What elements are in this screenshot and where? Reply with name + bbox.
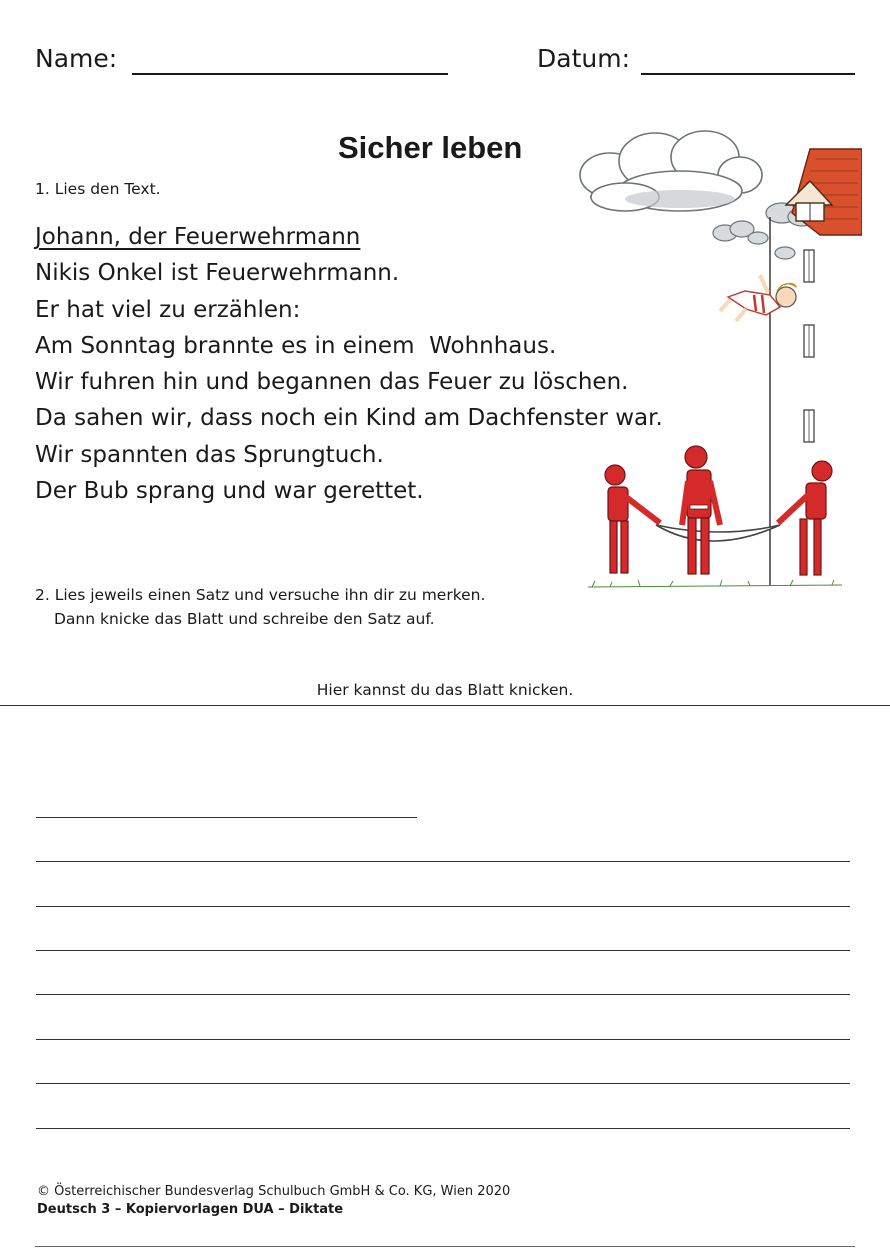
writing-line[interactable]: [36, 1083, 850, 1084]
copyright-text: © Österreichischer Bundesverlag Schulbuch GmbH & Co. KG, Wien 2020: [37, 1184, 511, 1199]
footer-divider: [35, 1246, 855, 1247]
fold-line: [0, 705, 890, 706]
date-input-line[interactable]: [641, 73, 855, 75]
story-line: Wir fuhren hin und begannen das Feuer zu löschen.: [35, 369, 629, 396]
writing-line[interactable]: [36, 994, 850, 995]
writing-line[interactable]: [36, 1128, 850, 1129]
story-line: Der Bub sprang und war gerettet.: [35, 478, 424, 505]
name-input-line[interactable]: [132, 73, 448, 75]
story-line: Er hat viel zu erzählen:: [35, 296, 301, 323]
task1-instruction: 1. Lies den Text.: [35, 180, 161, 198]
name-label: Name:: [35, 44, 118, 73]
writing-line[interactable]: [36, 906, 850, 907]
task2-line-2: Dann knicke das Blatt und schreibe den Satz auf.: [54, 610, 435, 628]
story-line: Wir spannten das Sprungtuch.: [35, 441, 384, 468]
writing-line[interactable]: [36, 861, 850, 862]
series-text: Deutsch 3 – Kopiervorlagen DUA – Diktate: [37, 1202, 344, 1217]
story-line: Nikis Onkel ist Feuerwehrmann.: [35, 260, 400, 287]
task2-line-1: 2. Lies jeweils einen Satz und versuche ihn dir zu merken.: [35, 586, 486, 604]
story-heading: Johann, der Feuerwehrmann: [35, 224, 361, 250]
story-line: Da sahen wir, dass noch ein Kind am Dachfenster war.: [35, 405, 663, 432]
writing-line[interactable]: [36, 1039, 850, 1040]
grass-illustration: [588, 580, 842, 587]
firefighters-illustration: [605, 446, 832, 575]
fold-hint: Hier kannst du das Blatt knicken.: [316, 681, 574, 699]
firefighter-rescue-illustration: [570, 125, 862, 595]
story-text: [35, 219, 663, 509]
story-line: Am Sonntag brannte es in einem Wohnhaus.: [35, 332, 557, 359]
date-label: Datum:: [537, 44, 630, 73]
page-title: Sicher leben: [338, 130, 523, 165]
writing-line[interactable]: [36, 817, 417, 818]
task2-instruction: [35, 583, 485, 631]
writing-line[interactable]: [36, 950, 850, 951]
jump-sheet-illustration: [656, 525, 780, 541]
footer: [37, 1183, 510, 1219]
falling-child-illustration: [720, 275, 796, 321]
